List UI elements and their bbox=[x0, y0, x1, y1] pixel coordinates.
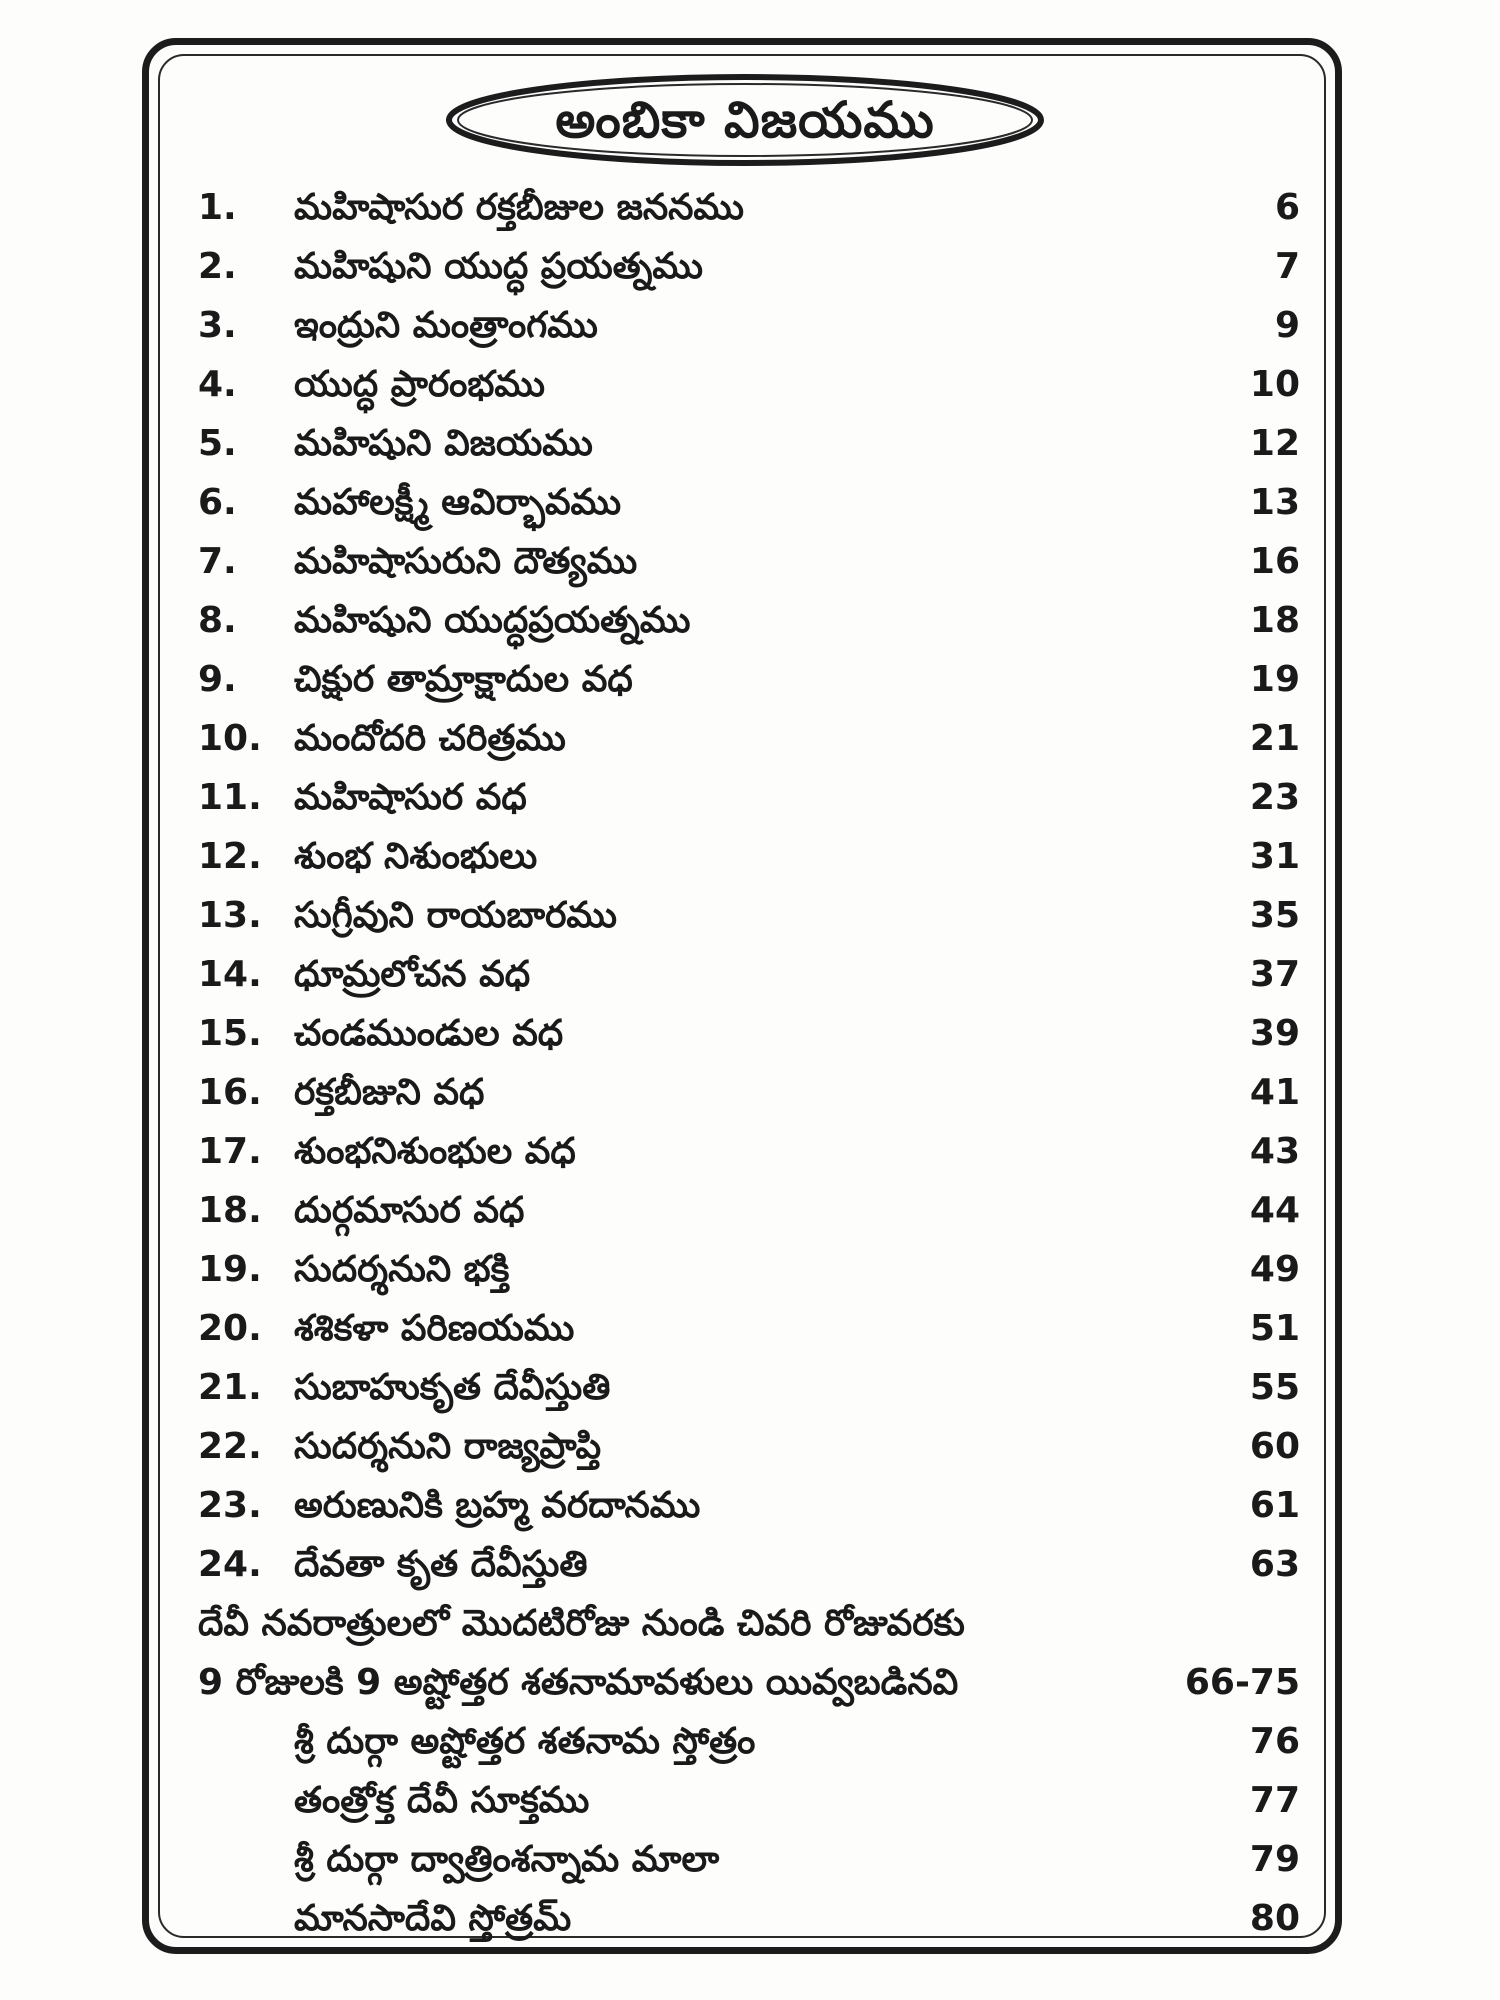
entry-number: 13. bbox=[198, 895, 262, 936]
entry-number: 16. bbox=[198, 1072, 262, 1113]
entry-page: 60 bbox=[1249, 1426, 1300, 1467]
extra-title: శ్రీ దుర్గా ద్వాత్రింశన్నామ మాలా bbox=[294, 1839, 720, 1880]
toc-entry bbox=[198, 355, 1300, 414]
entry-page: 35 bbox=[1249, 895, 1300, 936]
entry-title: రక్తబీజుని వధ bbox=[294, 1072, 485, 1113]
toc-entry bbox=[198, 178, 1300, 237]
toc-entry bbox=[198, 1181, 1300, 1240]
entry-number: 24. bbox=[198, 1544, 262, 1585]
extra-title: మానసాదేవి స్తోత్రమ్ bbox=[294, 1898, 572, 1939]
table-of-contents bbox=[198, 178, 1300, 1948]
entry-page: 44 bbox=[1249, 1190, 1300, 1231]
entry-title: శుంభనిశుంభుల వధ bbox=[294, 1131, 576, 1172]
toc-entry bbox=[198, 1476, 1300, 1535]
toc-entry bbox=[198, 1122, 1300, 1181]
entry-page: 51 bbox=[1249, 1308, 1300, 1349]
entry-number: 10. bbox=[198, 718, 262, 759]
entry-page: 13 bbox=[1249, 482, 1300, 523]
toc-entry bbox=[198, 1299, 1300, 1358]
entry-number: 20. bbox=[198, 1308, 262, 1349]
entry-number: 23. bbox=[198, 1485, 262, 1526]
toc-entry bbox=[198, 591, 1300, 650]
entry-title: మహిషుని యుద్ధప్రయత్నము bbox=[294, 600, 691, 641]
entry-page: 19 bbox=[1249, 659, 1300, 700]
toc-extra-entry bbox=[198, 1712, 1300, 1771]
navaratri-note-line1 bbox=[198, 1594, 1300, 1653]
toc-entry bbox=[198, 945, 1300, 1004]
toc-entry bbox=[198, 532, 1300, 591]
toc-entry bbox=[198, 296, 1300, 355]
entry-number: 11. bbox=[198, 777, 262, 818]
toc-entry bbox=[198, 237, 1300, 296]
entry-title: దేవతా కృత దేవీస్తుతి bbox=[294, 1544, 588, 1585]
entry-page: 41 bbox=[1249, 1072, 1300, 1113]
entry-page: 18 bbox=[1249, 600, 1300, 641]
entry-page: 21 bbox=[1249, 718, 1300, 759]
toc-entry bbox=[198, 1358, 1300, 1417]
entry-number: 14. bbox=[198, 954, 262, 995]
entry-number: 22. bbox=[198, 1426, 262, 1467]
entry-number: 1. bbox=[198, 187, 237, 228]
entry-title: దుర్గమాసుర వధ bbox=[294, 1190, 525, 1231]
entry-title: మహిషాసుర రక్తబీజుల జననము bbox=[294, 187, 744, 228]
entry-page: 55 bbox=[1249, 1367, 1300, 1408]
entry-page: 37 bbox=[1249, 954, 1300, 995]
entry-page: 12 bbox=[1249, 423, 1300, 464]
entry-title: మహిషాసుర వధ bbox=[294, 777, 527, 818]
entry-number: 6. bbox=[198, 482, 237, 523]
toc-extra-entry bbox=[198, 1889, 1300, 1948]
extra-page: 77 bbox=[1249, 1780, 1300, 1821]
entry-page: 31 bbox=[1249, 836, 1300, 877]
entry-title: సుదర్శనుని భక్తి bbox=[294, 1249, 510, 1290]
page-title: అంబికా విజయము bbox=[555, 91, 935, 149]
extra-page: 76 bbox=[1249, 1721, 1300, 1762]
entry-title: మహిషాసురుని దౌత్యము bbox=[294, 541, 638, 582]
toc-entry bbox=[198, 414, 1300, 473]
entry-title: మహిషుని విజయము bbox=[294, 423, 593, 464]
toc-extra-entry bbox=[198, 1771, 1300, 1830]
entry-number: 9. bbox=[198, 659, 237, 700]
toc-entry bbox=[198, 650, 1300, 709]
toc-entry bbox=[198, 1240, 1300, 1299]
extra-title: తంత్రోక్త దేవీ సూక్తము bbox=[294, 1780, 590, 1821]
entry-title: శుంభ నిశుంభులు bbox=[294, 836, 538, 877]
title-banner bbox=[440, 70, 1050, 170]
entry-number: 15. bbox=[198, 1013, 262, 1054]
entry-page: 6 bbox=[1274, 187, 1300, 228]
entry-page: 39 bbox=[1249, 1013, 1300, 1054]
entry-title: సుగ్రీవుని రాయబారము bbox=[294, 895, 617, 936]
entry-title: చిక్షుర తామ్రాక్షాదుల వధ bbox=[294, 659, 633, 700]
entry-number: 5. bbox=[198, 423, 237, 464]
entry-title: చండముండుల వధ bbox=[294, 1013, 564, 1054]
entry-page: 61 bbox=[1249, 1485, 1300, 1526]
toc-entry bbox=[198, 709, 1300, 768]
entry-number: 21. bbox=[198, 1367, 262, 1408]
toc-entry bbox=[198, 768, 1300, 827]
navaratri-note-line2 bbox=[198, 1653, 1300, 1712]
entry-page: 10 bbox=[1249, 364, 1300, 405]
note-page: 66-75 bbox=[1184, 1662, 1300, 1703]
toc-entry bbox=[198, 1417, 1300, 1476]
entry-page: 9 bbox=[1274, 305, 1300, 346]
entry-number: 17. bbox=[198, 1131, 262, 1172]
entry-page: 63 bbox=[1249, 1544, 1300, 1585]
extra-page: 80 bbox=[1249, 1898, 1300, 1939]
entry-number: 4. bbox=[198, 364, 237, 405]
entry-page: 16 bbox=[1249, 541, 1300, 582]
entry-title: యుద్ధ ప్రారంభము bbox=[294, 364, 545, 405]
toc-entry bbox=[198, 1004, 1300, 1063]
entry-number: 2. bbox=[198, 246, 237, 287]
toc-entry bbox=[198, 827, 1300, 886]
entry-title: ఇంద్రుని మంత్రాంగము bbox=[294, 305, 598, 346]
toc-entry bbox=[198, 1535, 1300, 1594]
entry-number: 8. bbox=[198, 600, 237, 641]
toc-entry bbox=[198, 886, 1300, 945]
toc-entry bbox=[198, 1063, 1300, 1122]
entry-page: 43 bbox=[1249, 1131, 1300, 1172]
entry-title: ధూమ్రలోచన వధ bbox=[294, 954, 531, 995]
entry-page: 23 bbox=[1249, 777, 1300, 818]
toc-entry bbox=[198, 473, 1300, 532]
entry-page: 49 bbox=[1249, 1249, 1300, 1290]
entry-title: మహిషుని యుద్ధ ప్రయత్నము bbox=[294, 246, 703, 287]
extra-page: 79 bbox=[1249, 1839, 1300, 1880]
entry-title: అరుణునికి బ్రహ్మ వరదానము bbox=[294, 1485, 701, 1526]
entry-number: 7. bbox=[198, 541, 237, 582]
note-text-2: 9 రోజులకి 9 అష్టోత్తర శతనామావళులు యివ్వబడినవి bbox=[198, 1662, 959, 1703]
entry-number: 19. bbox=[198, 1249, 262, 1290]
entry-title: మందోదరి చరిత్రము bbox=[294, 718, 566, 759]
entry-number: 3. bbox=[198, 305, 237, 346]
extra-title: శ్రీ దుర్గా అష్టోత్తర శతనామ స్తోత్రం bbox=[294, 1721, 756, 1762]
toc-extra-entry bbox=[198, 1830, 1300, 1889]
entry-title: మహాలక్ష్మీ ఆవిర్భావము bbox=[294, 482, 622, 523]
note-text-1: దేవీ నవరాత్రులలో మొదటిరోజు నుండి చివరి రోజువరకు bbox=[198, 1603, 965, 1644]
entry-number: 18. bbox=[198, 1190, 262, 1231]
entry-title: సుదర్శనుని రాజ్యప్రాప్తి bbox=[294, 1426, 602, 1467]
entry-number: 12. bbox=[198, 836, 262, 877]
entry-page: 7 bbox=[1274, 246, 1300, 287]
entry-title: శశికళా పరిణయము bbox=[294, 1308, 575, 1349]
entry-title: సుబాహుకృత దేవీస్తుతి bbox=[294, 1367, 611, 1408]
